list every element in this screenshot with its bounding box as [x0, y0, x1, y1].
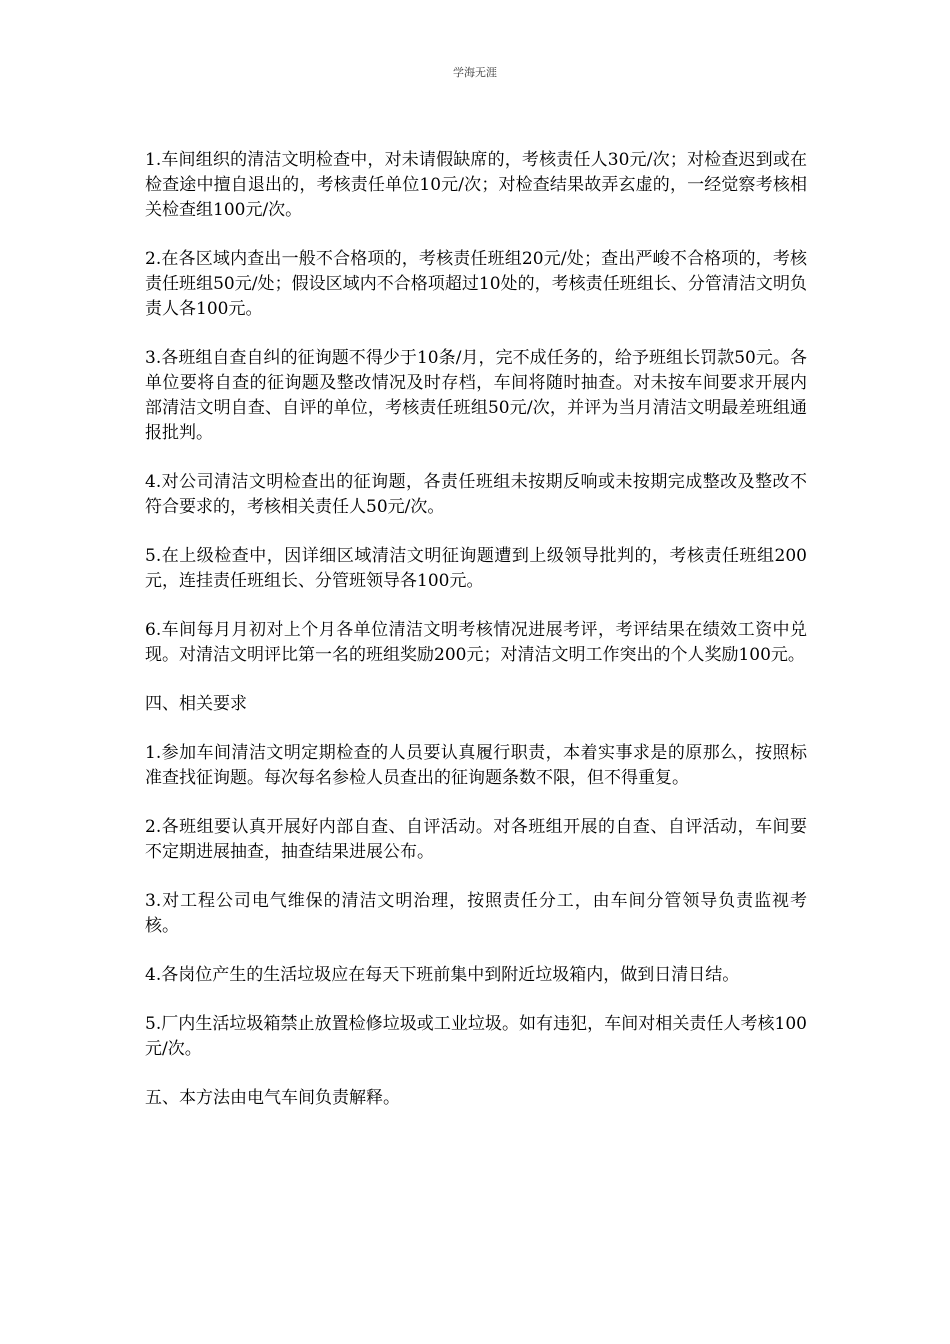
requirement-paragraph-2: 2.各班组要认真开展好内部自查、自评活动。对各班组开展的自查、自评活动，车间要不定期进展抽查，抽查结果进展公布。 [145, 817, 807, 862]
document-body [145, 148, 807, 1135]
section-5-heading: 五、本方法由电气车间负责解释。 [145, 1088, 400, 1108]
section-4-heading: 四、相关要求 [145, 694, 247, 714]
rule-paragraph-5: 5.在上级检查中，因详细区域清洁文明征询题遭到上级领导批判的，考核责任班组200元，连挂责任班组长、分管班领导各100元。 [145, 546, 807, 591]
page-header: 学海无涯 [453, 66, 497, 79]
rule-paragraph-6: 6.车间每月月初对上个月各单位清洁文明考核情况进展考评，考评结果在绩效工资中兑现。对清洁文明评比第一名的班组奖励200元；对清洁文明工作突出的个人奖励100元。 [145, 620, 807, 665]
requirement-paragraph-1: 1.参加车间清洁文明定期检查的人员要认真履行职责，本着实事求是的原那么，按照标准查找征询题。每次每名参检人员查出的征询题条数不限，但不得重复。 [145, 743, 807, 788]
requirement-paragraph-3: 3.对工程公司电气维保的清洁文明治理，按照责任分工，由车间分管领导负责监视考核。 [145, 891, 807, 936]
rule-paragraph-3: 3.各班组自查自纠的征询题不得少于10条/月，完不成任务的，给予班组长罚款50元。各单位要将自查的征询题及整改情况及时存档，车间将随时抽查。对未按车间要求开展内部清洁文明自查、自评的单位，考核责任班组50元/次，并评为当月清洁文明最差班组通报批判。 [145, 348, 807, 443]
requirement-paragraph-4: 4.各岗位产生的生活垃圾应在每天下班前集中到附近垃圾箱内，做到日清日结。 [145, 965, 740, 985]
rule-paragraph-2: 2.在各区域内查出一般不合格项的，考核责任班组20元/处；查出严峻不合格项的，考核责任班组50元/处；假设区域内不合格项超过10处的，考核责任班组长、分管清洁文明负责人各100元。 [145, 249, 807, 319]
rule-paragraph-4: 4.对公司清洁文明检查出的征询题，各责任班组未按期反响或未按期完成整改及整改不符合要求的，考核相关责任人50元/次。 [145, 472, 807, 517]
requirement-paragraph-5: 5.厂内生活垃圾箱禁止放置检修垃圾或工业垃圾。如有违犯，车间对相关责任人考核100元/次。 [145, 1014, 807, 1059]
rule-paragraph-1: 1.车间组织的清洁文明检查中，对未请假缺席的，考核责任人30元/次；对检查迟到或在检查途中擅自退出的，考核责任单位10元/次；对检查结果故弄玄虚的，一经觉察考核相关检查组100元/次。 [145, 150, 807, 220]
